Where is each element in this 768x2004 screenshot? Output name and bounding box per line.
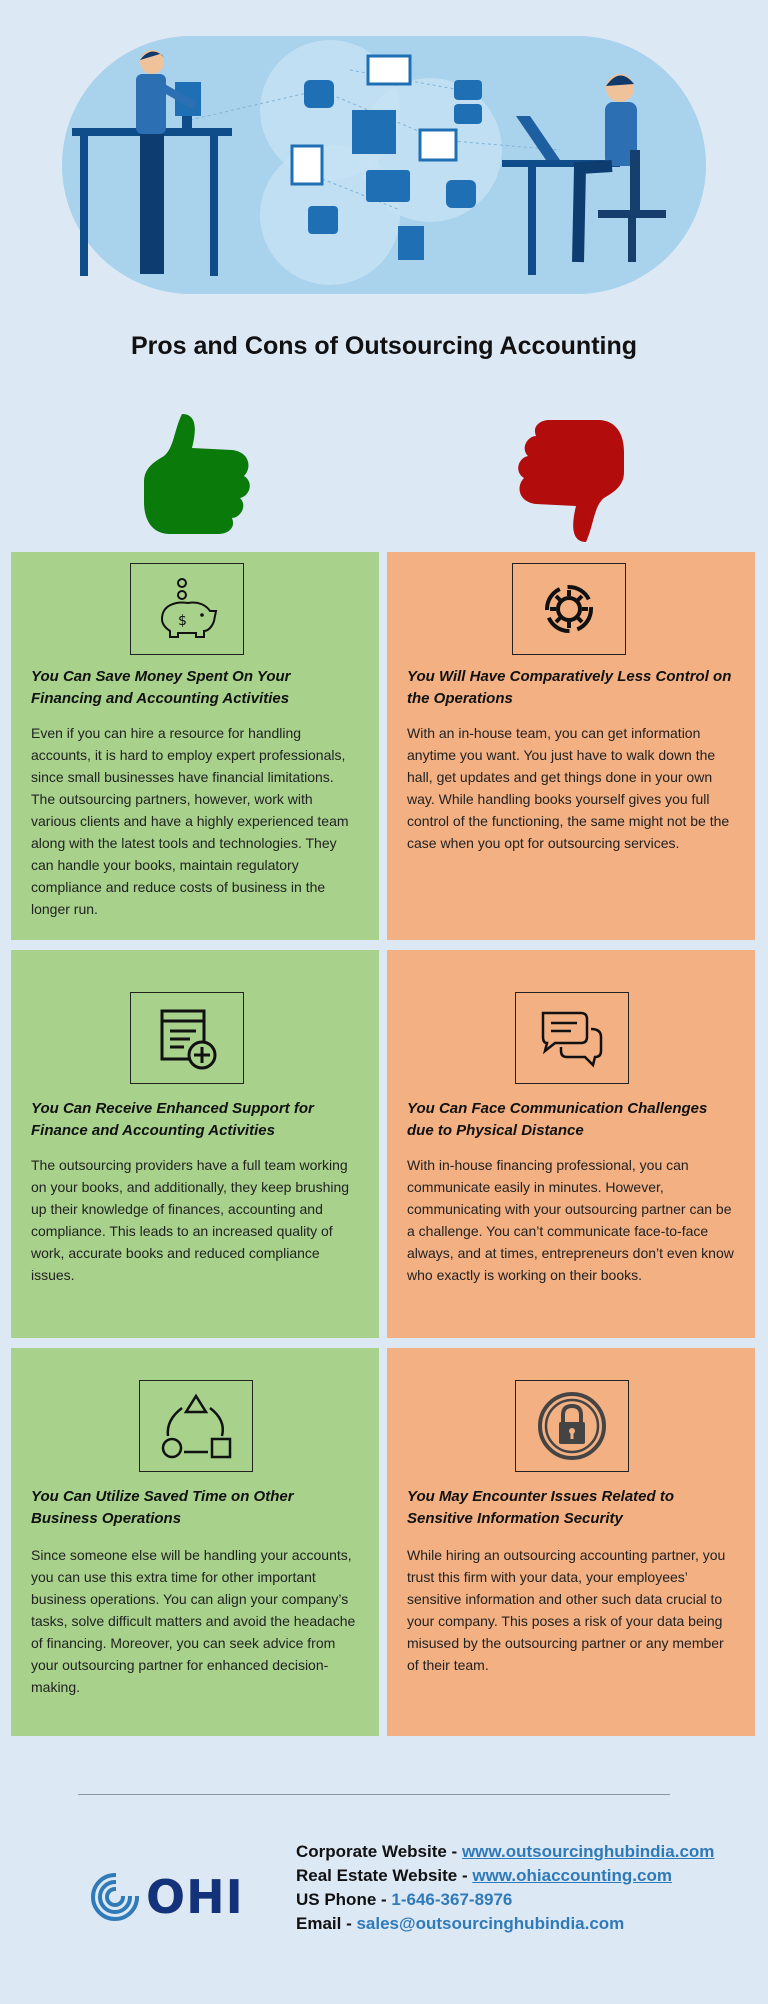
pro-card-1 bbox=[11, 552, 379, 940]
con-card-1 bbox=[387, 552, 755, 940]
add-document-icon bbox=[130, 992, 244, 1084]
pro-card-3 bbox=[11, 1348, 379, 1736]
shapes-cycle-icon bbox=[139, 1380, 253, 1472]
pro-body-2: The outsourcing providers have a full team working on your books, and additionally, they keep brushing up their knowledge of finances, accounting and compliance. This leads to an increased quality of work, accurate books and reduced compliance issues. bbox=[31, 1157, 350, 1283]
phone-value: 1-646-367-8976 bbox=[391, 1890, 513, 1909]
email-label: Email - bbox=[296, 1914, 357, 1933]
svg-text:$: $ bbox=[178, 613, 187, 629]
logo-text: OHI bbox=[146, 1870, 244, 1924]
con-heading-2: You Can Face Communication Challenges due to Physical Distance bbox=[407, 1100, 708, 1139]
realestate-row bbox=[296, 1864, 714, 1888]
pro-card-2 bbox=[11, 950, 379, 1338]
contact-info bbox=[296, 1840, 714, 1936]
con-body-3: While hiring an outsourcing accounting partner, you trust this firm with your data, your employees’ sensitive information and other such data crucial to your company. This poses a risk of your data being misused by the outsourcing partner or any member of their team. bbox=[407, 1547, 726, 1673]
chat-bubbles-icon bbox=[515, 992, 629, 1084]
corporate-label: Corporate Website - bbox=[296, 1842, 462, 1861]
con-heading-1: You Will Have Comparatively Less Control on the Operations bbox=[407, 668, 732, 707]
email-value[interactable]: sales@outsourcinghubindia.com bbox=[356, 1914, 625, 1933]
hero-illustration bbox=[0, 0, 768, 320]
pro-body-3: Since someone else will be handling your accounts, you can use this extra time for other important business operations. You can align your company’s tasks, solve difficult matters and avoid the headache of financing. Moreover, you can seek advice from your outsourcing partner for enhanced decision-making. bbox=[31, 1547, 356, 1695]
con-card-2 bbox=[387, 950, 755, 1338]
con-card-3 bbox=[387, 1348, 755, 1736]
phone-label: US Phone - bbox=[296, 1890, 392, 1909]
realestate-link[interactable]: www.ohiaccounting.com bbox=[472, 1866, 672, 1885]
corporate-row bbox=[296, 1840, 714, 1864]
email-row bbox=[296, 1912, 714, 1936]
pro-body-1: Even if you can hire a resource for handling accounts, it is hard to employ expert professionals, since small businesses have financial limitations. The outsourcing partners, however, work with various clients and have a highly experienced team along with the latest tools and technologies. They can handle your books, maintain regulatory compliance and reduce costs of business in the longer run. bbox=[31, 725, 349, 917]
ohi-logo-mark-icon bbox=[90, 1872, 140, 1922]
padlock-icon bbox=[515, 1380, 629, 1472]
corporate-link[interactable]: www.outsourcinghubindia.com bbox=[461, 1842, 715, 1861]
thumbs-down-icon bbox=[510, 410, 628, 546]
pro-heading-1: You Can Save Money Spent On Your Financing and Accounting Activities bbox=[31, 668, 291, 707]
con-body-2: With in-house financing professional, you can communicate easily in minutes. However, communicating with your outsourcing partner can be a challenge. You can’t communicate face-to-face always, and at times, entrepreneurs don’t even know who exactly is working on their books. bbox=[407, 1157, 734, 1283]
control-gear-icon bbox=[512, 563, 626, 655]
piggy-bank-icon bbox=[130, 563, 244, 655]
pro-heading-3: You Can Utilize Saved Time on Other Business Operations bbox=[31, 1488, 294, 1527]
footer-divider bbox=[78, 1794, 670, 1795]
ohi-logo bbox=[90, 1870, 244, 1924]
realestate-label: Real Estate Website - bbox=[296, 1866, 473, 1885]
phone-row bbox=[296, 1888, 714, 1912]
thumbs-up-icon bbox=[140, 410, 258, 538]
page-title: Pros and Cons of Outsourcing Accounting bbox=[130, 332, 638, 360]
pro-heading-2: You Can Receive Enhanced Support for Finance and Accounting Activities bbox=[31, 1100, 314, 1139]
con-heading-3: You May Encounter Issues Related to Sensitive Information Security bbox=[407, 1488, 675, 1527]
con-body-1: With an in-house team, you can get information anytime you want. You just have to walk down the hall, get updates and get things done in your own way. While handling books yourself gives you full control of the functioning, the same might not be the case when you opt for outsourcing services. bbox=[407, 725, 730, 851]
